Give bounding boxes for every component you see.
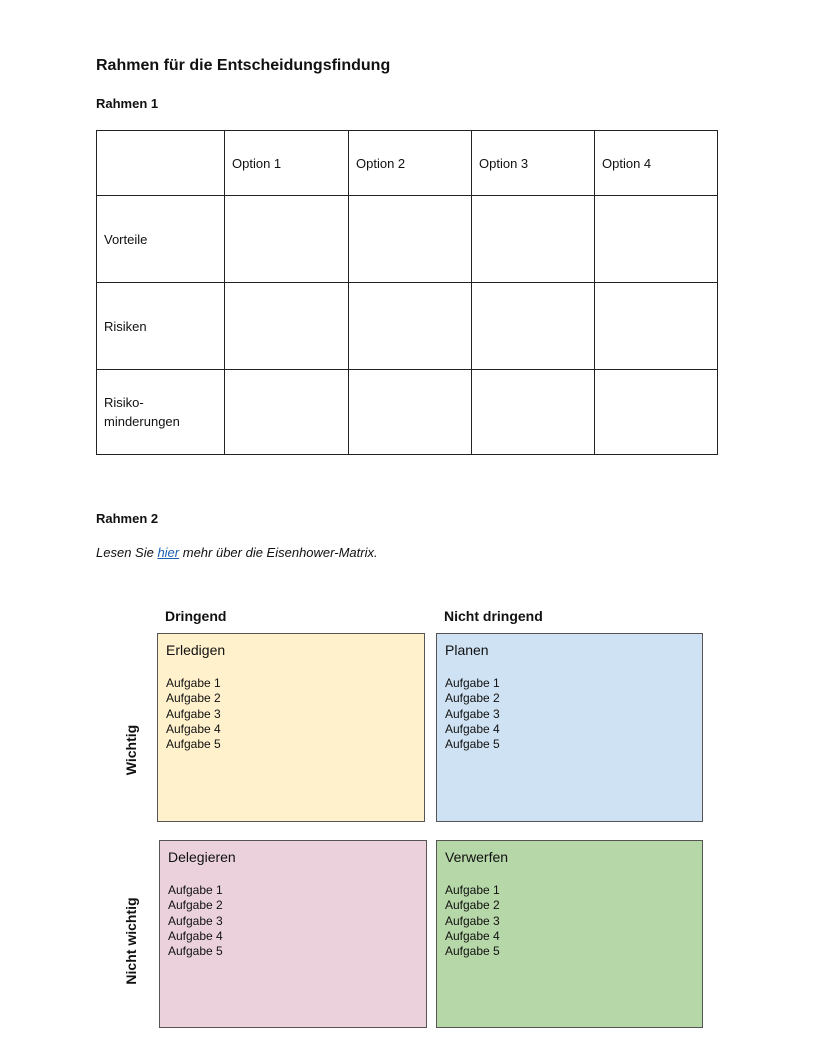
page-title: Rahmen für die Entscheidungsfindung (96, 57, 391, 74)
row-label[interactable]: Vorteile (97, 196, 225, 283)
task-item[interactable]: Aufgabe 1 (168, 883, 223, 897)
table-cell[interactable] (595, 196, 718, 283)
quadrant-plan[interactable] (436, 633, 703, 822)
quadrant-title: Verwerfen (445, 849, 509, 865)
intro-prefix: Lesen Sie (96, 545, 158, 560)
table-corner-cell (97, 131, 225, 196)
column-header[interactable]: Option 1 (225, 131, 349, 196)
task-item[interactable]: Aufgabe 4 (166, 721, 221, 736)
table-cell[interactable] (472, 370, 595, 455)
table-cell[interactable] (349, 196, 472, 283)
table-cell[interactable] (472, 196, 595, 283)
task-item[interactable]: Aufgabe 1 (166, 676, 221, 690)
row-label-important: Wichtig (123, 724, 139, 776)
task-list (166, 676, 221, 752)
intro-suffix: mehr über die Eisenhower-Matrix. (179, 545, 378, 560)
quadrant-title: Erledigen (166, 642, 226, 658)
task-item[interactable]: Aufgabe 3 (166, 706, 221, 721)
eisenhower-link[interactable]: hier (157, 545, 180, 560)
task-item[interactable]: Aufgabe 4 (445, 928, 500, 943)
table-row (97, 370, 718, 455)
table-row (97, 196, 718, 283)
task-item[interactable]: Aufgabe 5 (166, 737, 221, 752)
task-item[interactable]: Aufgabe 1 (445, 883, 500, 897)
task-item[interactable]: Aufgabe 4 (168, 928, 223, 943)
column-header[interactable]: Option 2 (349, 131, 472, 196)
quadrant-drop[interactable] (436, 840, 703, 1028)
intro-text (96, 545, 378, 560)
table-row (97, 283, 718, 370)
task-list (168, 883, 223, 959)
column-label-not-urgent: Nicht dringend (444, 608, 543, 624)
task-item[interactable]: Aufgabe 2 (445, 898, 500, 913)
column-header[interactable]: Option 4 (595, 131, 718, 196)
framework1-heading: Rahmen 1 (96, 96, 159, 111)
table-cell[interactable] (225, 370, 349, 455)
task-list (445, 676, 500, 752)
task-item[interactable]: Aufgabe 3 (445, 913, 500, 928)
row-label[interactable]: Risiken (97, 283, 225, 370)
quadrant-title: Delegieren (168, 849, 236, 865)
column-header[interactable]: Option 3 (472, 131, 595, 196)
task-item[interactable]: Aufgabe 2 (168, 898, 223, 913)
task-item[interactable]: Aufgabe 5 (445, 944, 500, 959)
row-label[interactable]: Risiko- minderungen (97, 370, 225, 455)
task-item[interactable]: Aufgabe 5 (168, 944, 223, 959)
table-cell[interactable] (349, 283, 472, 370)
options-table (96, 130, 718, 455)
task-item[interactable]: Aufgabe 5 (445, 737, 500, 752)
table-cell[interactable] (595, 370, 718, 455)
column-label-urgent: Dringend (165, 608, 227, 624)
task-item[interactable]: Aufgabe 4 (445, 721, 500, 736)
table-cell[interactable] (225, 283, 349, 370)
quadrant-delegate[interactable] (159, 840, 427, 1028)
task-item[interactable]: Aufgabe 1 (445, 676, 500, 690)
table-header-row (97, 131, 718, 196)
task-item[interactable]: Aufgabe 3 (168, 913, 223, 928)
table-cell[interactable] (349, 370, 472, 455)
table-cell[interactable] (225, 196, 349, 283)
quadrant-do[interactable] (157, 633, 425, 822)
framework2-heading: Rahmen 2 (96, 511, 159, 526)
table-cell[interactable] (595, 283, 718, 370)
table-cell[interactable] (472, 283, 595, 370)
task-item[interactable]: Aufgabe 3 (445, 706, 500, 721)
task-item[interactable]: Aufgabe 2 (445, 691, 500, 706)
task-list (445, 883, 500, 959)
task-item[interactable]: Aufgabe 2 (166, 691, 221, 706)
row-label-not-important: Nicht wichtig (123, 897, 139, 985)
quadrant-title: Planen (445, 642, 489, 658)
